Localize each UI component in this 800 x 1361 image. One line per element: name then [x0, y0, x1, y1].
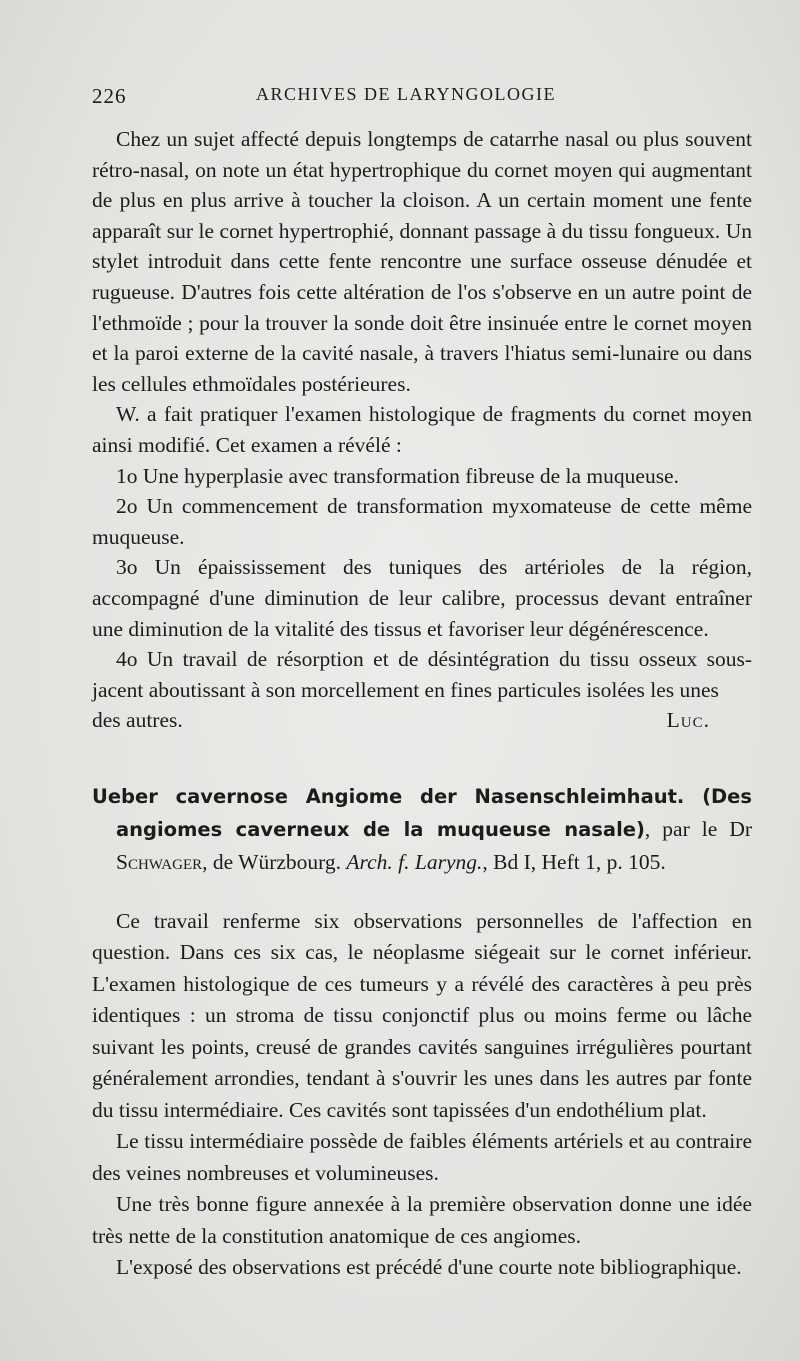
article-journal: Arch. f. Laryng.	[346, 849, 483, 874]
closing-line	[92, 705, 752, 736]
closing-text: des autres.	[92, 708, 183, 733]
page-number: 226	[92, 84, 127, 108]
article-reference: , Bd I, Heft 1, p. 105.	[482, 849, 666, 874]
paragraph: Ce travail renferme six observations personnelles de l'affection en question. Dans ces six cas, le néoplasme siégeait sur le cornet inférieur. L'examen histologique de ces tumeurs y a révélé des caractères à peu près identiques : un stroma de tissu conjonctif plus ou moins ferme ou lâche suivant les points, creusé de grandes cavités sanguines irrégulières pourtant généralement arrondies, tendant à s'ouvrir les unes dans les autres par fonte du tissu intermédiaire. Ces cavités sont tapissées d'un endothélium plat.	[92, 908, 752, 1122]
article-heading	[92, 780, 752, 878]
paragraph: 4o Un travail de résorption et de désintégration du tissu osseux sous-jacent aboutissant à son morcellement en fines particules isolées les unes	[92, 647, 752, 702]
paragraph: Chez un sujet affecté depuis longtemps de catarrhe nasal ou plus souvent rétro-nasal, on note un état hypertrophique du cornet moyen qui augmentant de plus en plus arrive à toucher la cloison. A un certain moment une fente apparaît sur le cornet hypertrophié, donnant passage à du tissu fongueux. Un stylet introduit dans cette fente rencontre une surface osseuse dénudée et rugueuse. D'autres fois cette altération de l'os s'observe en un autre point de l'ethmoïde ; pour la trouver la sonde doit être insinuée entre le cornet moyen et la paroi externe de la cavité nasale, à travers l'hiatus semi-lunaire ou dans les cellules ethmoïdales postérieures.	[92, 127, 752, 396]
running-head	[92, 84, 752, 124]
signature: Luc.	[666, 708, 710, 733]
paragraph: W. a fait pratiquer l'examen histologique de fragments du cornet moyen ainsi modifié. Cet examen a révélé :	[92, 402, 752, 457]
paragraph: 2o Un commencement de transformation myxomateuse de cette même muqueuse.	[92, 494, 752, 549]
article-title: Ueber cavernose Angiome der Nasenschleimhaut. (Des angiomes caverneux de la muqueuse nasale)	[92, 784, 752, 841]
section-ethmoid-review	[92, 124, 752, 736]
paragraph: Le tissu intermédiaire possède de faibles éléments artériels et au contraire des veines nombreuses et volumineuses.	[92, 1129, 752, 1185]
paragraph: 1o Une hyperplasie avec transformation fibreuse de la muqueuse.	[116, 463, 679, 488]
paragraph: 3o Un épaississement des tuniques des artérioles de la région, accompagné d'une diminution de leur calibre, processus devant entraîner une diminution de la vitalité des tissus et favoriser leur dégénérescence.	[92, 555, 752, 641]
article-place: , de Würzbourg.	[202, 849, 342, 874]
running-title: ARCHIVES DE LARYNGOLOGIE	[256, 84, 556, 104]
article-by: , par le Dr	[644, 816, 753, 841]
paragraph: L'exposé des observations est précédé d'une courte note bibliographique.	[116, 1255, 742, 1280]
paragraph: Une très bonne figure annexée à la première observation donne une idée très nette de la constitution anatomique de ces angiomes.	[92, 1192, 752, 1248]
section-angioma-review	[92, 906, 752, 1284]
article-author: Schwager	[116, 849, 203, 874]
